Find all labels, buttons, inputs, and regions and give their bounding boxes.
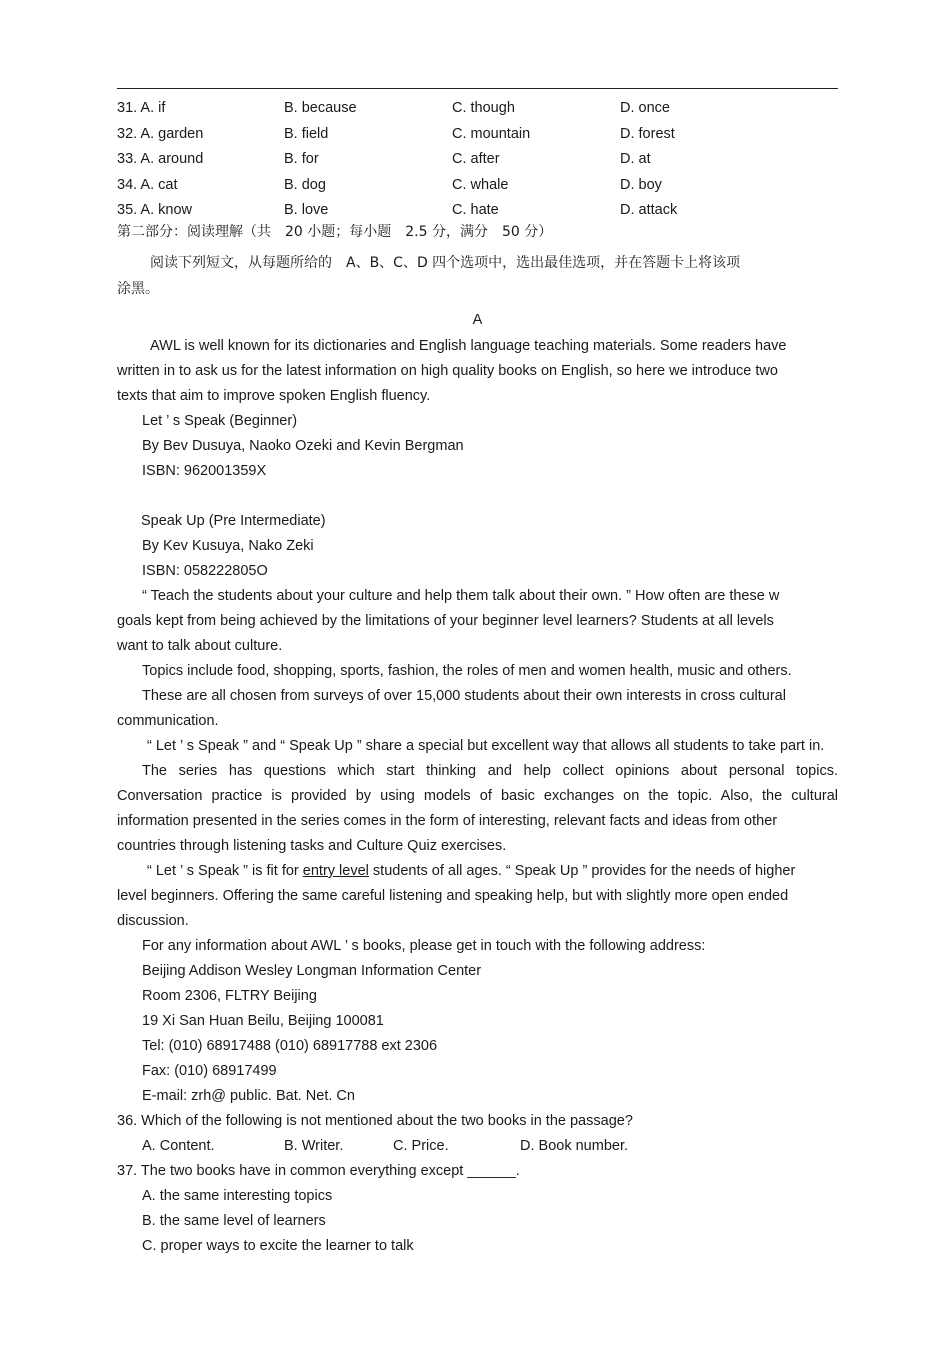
fit-text: students of all ages. “ Speak Up ” provides for the needs of higher bbox=[368, 863, 796, 879]
series-line: countries through listening tasks and Culture Quiz exercises. bbox=[117, 838, 507, 854]
option-row-33 bbox=[117, 147, 838, 173]
contact-line: For any information about AWL ’ s books, please get in touch with the following address: bbox=[142, 938, 706, 954]
option-b: B. dog bbox=[284, 176, 326, 193]
intro-line: written in to ask us for the latest information on high quality books on English, so here we introduce two bbox=[117, 363, 778, 379]
book2-title: Speak Up (Pre Intermediate) bbox=[141, 513, 326, 529]
option-row-31 bbox=[117, 96, 838, 122]
contact-line: Fax: (010) 68917499 bbox=[142, 1063, 277, 1079]
fit-line: level beginners. Offering the same careful listening and speaking help, but with slightly more open ended bbox=[117, 888, 789, 904]
option-d: D. once bbox=[620, 100, 670, 116]
fit-line bbox=[117, 859, 838, 884]
option-a: A. know bbox=[140, 202, 192, 218]
option-d: D. at bbox=[620, 151, 651, 167]
question-number: 35. bbox=[117, 202, 138, 218]
surveys-line: communication. bbox=[117, 713, 219, 729]
option-b: B. field bbox=[284, 125, 329, 142]
option-d: D. attack bbox=[620, 202, 678, 218]
question-number: 34. bbox=[117, 176, 138, 193]
option-d: D. forest bbox=[620, 125, 675, 142]
option-c: C. though bbox=[452, 100, 515, 116]
section-instruction-line2: 涂黑。 bbox=[117, 281, 159, 297]
option-row-34 bbox=[117, 173, 838, 199]
option-c: C. after bbox=[452, 151, 500, 167]
answer-option: C. proper ways to excite the learner to talk bbox=[142, 1238, 414, 1254]
series-line: Conversation practice is provided by using models of basic exchanges on the topic. Also, the cultural bbox=[117, 788, 838, 804]
option-row-35 bbox=[117, 198, 838, 221]
contact-line: Tel: (010) 68917488 (010) 68917788 ext 2306 bbox=[142, 1038, 438, 1054]
question-number: 32. bbox=[117, 125, 138, 142]
book2-isbn: ISBN: 058222805O bbox=[142, 563, 268, 579]
question-36-options bbox=[117, 1134, 838, 1159]
option-b: B. because bbox=[284, 100, 357, 116]
surveys-line: These are all chosen from surveys of over 15,000 students about their own interests in cross cultural bbox=[142, 688, 786, 704]
passage-label: A bbox=[472, 312, 483, 328]
question-36: 36. Which of the following is not mentioned about the two books in the passage? bbox=[117, 1113, 633, 1129]
option-c: C. whale bbox=[452, 176, 509, 193]
top-rule bbox=[117, 88, 838, 89]
intro-line: AWL is well known for its dictionaries and English language teaching materials. Some readers have bbox=[150, 338, 787, 354]
option-a: A. around bbox=[140, 151, 204, 167]
intro-line: texts that aim to improve spoken English fluency. bbox=[117, 388, 431, 404]
series-line: The series has questions which start thinking and help collect opinions about personal topics. bbox=[142, 763, 838, 779]
fit-line: discussion. bbox=[117, 913, 189, 929]
question-number: 31. bbox=[117, 100, 138, 116]
entry-level-underlined: entry level bbox=[302, 863, 369, 879]
options-block bbox=[117, 96, 838, 221]
option-b: B. for bbox=[284, 151, 319, 167]
contact-line: E-mail: zrh@ public. Bat. Net. Cn bbox=[142, 1088, 355, 1104]
option-b: B. love bbox=[284, 202, 329, 218]
option-a: A. garden bbox=[140, 125, 204, 142]
answer-option: A. Content. bbox=[142, 1138, 215, 1154]
exam-page bbox=[117, 96, 838, 1259]
option-c: C. hate bbox=[452, 202, 499, 218]
question-37: 37. The two books have in common everything except ______. bbox=[117, 1163, 520, 1179]
series-line: information presented in the series comes in the form of interesting, relevant facts and ideas from other bbox=[117, 813, 778, 829]
answer-option: B. the same level of learners bbox=[142, 1213, 326, 1229]
book1-title: Let ’ s Speak (Beginner) bbox=[142, 413, 298, 429]
answer-option: D. Book number. bbox=[520, 1138, 628, 1154]
answer-option: A. the same interesting topics bbox=[142, 1188, 333, 1204]
option-d: D. boy bbox=[620, 176, 662, 193]
section-heading: 第二部分：阅读理解（共 20 小题；每小题 2.5 分，满分 50 分） bbox=[117, 224, 553, 240]
quote-line: want to talk about culture. bbox=[117, 638, 283, 654]
option-c: C. mountain bbox=[452, 125, 531, 142]
book2-authors: By Kev Kusuya, Nako Zeki bbox=[142, 538, 314, 554]
share-line: “ Let ’ s Speak ” and “ Speak Up ” share a special but excellent way that allows all students to take part in. bbox=[147, 738, 825, 754]
option-row-32 bbox=[117, 122, 838, 148]
quote-line: “ Teach the students about your culture and help them talk about their own. ” How often are these w bbox=[142, 588, 780, 604]
fit-text: “ Let ’ s Speak ” is fit for bbox=[147, 863, 303, 879]
topics-line: Topics include food, shopping, sports, fashion, the roles of men and women health, music and others. bbox=[142, 663, 792, 679]
answer-option: B. Writer. bbox=[284, 1138, 344, 1154]
option-a: A. cat bbox=[140, 176, 178, 193]
question-number: 33. bbox=[117, 151, 138, 167]
answer-option: C. Price. bbox=[393, 1138, 449, 1154]
quote-line: goals kept from being achieved by the limitations of your beginner level learners? Students at all levels bbox=[117, 613, 774, 629]
option-a: A. if bbox=[140, 100, 166, 116]
section-instruction-line1: 阅读下列短文，从每题所给的 A、B、C、D 四个选项中，选出最佳选项，并在答题卡上将该项 bbox=[150, 255, 741, 271]
contact-line: Beijing Addison Wesley Longman Information Center bbox=[142, 963, 482, 979]
contact-line: 19 Xi San Huan Beilu, Beijing 100081 bbox=[142, 1013, 384, 1029]
book1-authors: By Bev Dusuya, Naoko Ozeki and Kevin Bergman bbox=[142, 438, 464, 454]
book1-isbn: ISBN: 962001359X bbox=[142, 463, 267, 479]
contact-line: Room 2306, FLTRY Beijing bbox=[142, 988, 317, 1004]
